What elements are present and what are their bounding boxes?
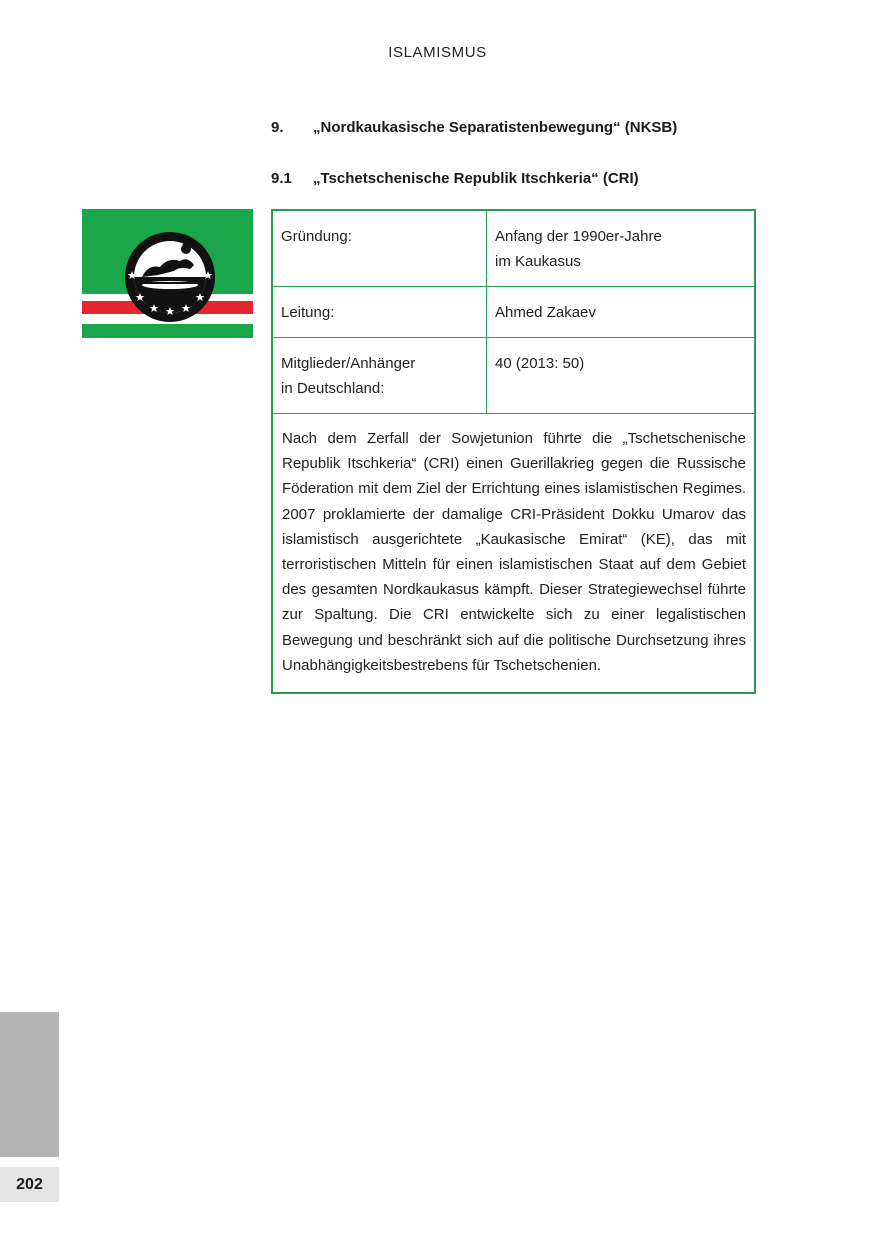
value-line: 40 (2013: 50) (495, 355, 585, 372)
chechen-republic-ichkeria-flag-icon (82, 209, 253, 338)
running-head: ISLAMISMUS (388, 44, 487, 61)
subsection-number: 9.1 (271, 170, 292, 187)
chapter-tab-marker (0, 1012, 59, 1157)
page-number: 202 (0, 1167, 59, 1202)
section-title: „Nordkaukasische Separatistenbewegung“ (NKSB) (313, 119, 678, 136)
row-label-leitung (273, 287, 487, 338)
value-line: im Kaukasus (495, 253, 581, 270)
info-table (271, 209, 756, 694)
label-line: in Deutschland: (281, 380, 385, 397)
description-text: Nach dem Zerfall der Sowjetunion führte die „Tschetschenische Republik Itschkeria“ (CRI) einen Guerillakrieg gegen die Russische Föderation mit dem Ziel der Errichtung eines islamistischen Regimes. 2007 proklamierte der damalige CRI-Präsident Dokku Umarov das islamistisch ausgerichtete „Kaukasische Emirat“ (KE), das mit terroristischen Mitteln für einen islamistischen Staat auf dem Gebiet des gesamten Nordkaukasus kämpft. Dieser Strategiewechsel führte zur Spaltung. Die CRI entwickelte sich zu einer legalistischen Bewegung und beschränkt sich auf die politische Durchsetzung ihres Unabhängigkeitsbestrebens für Tschetschenien. (273, 414, 754, 693)
row-label-gruendung: Gründung: (273, 211, 487, 287)
row-label-mitglieder (273, 338, 487, 414)
table-row (273, 211, 754, 287)
label-line: Mitglieder/Anhänger (281, 355, 416, 372)
table-row (273, 414, 754, 693)
row-value-mitglieder (487, 338, 755, 414)
table-row (273, 338, 754, 414)
value-line: Ahmed Zakaev (495, 304, 596, 321)
row-value-leitung (487, 287, 755, 338)
subsection-heading (271, 170, 639, 187)
label-line: Leitung: (281, 304, 335, 321)
table-row (273, 287, 754, 338)
section-number: 9. (271, 119, 284, 136)
row-value-gruendung (487, 211, 755, 287)
subsection-title: „Tschetschenische Republik Itschkeria“ (CRI) (313, 170, 639, 187)
section-heading (271, 119, 677, 136)
value-line: Anfang der 1990er-Jahre (495, 228, 662, 245)
